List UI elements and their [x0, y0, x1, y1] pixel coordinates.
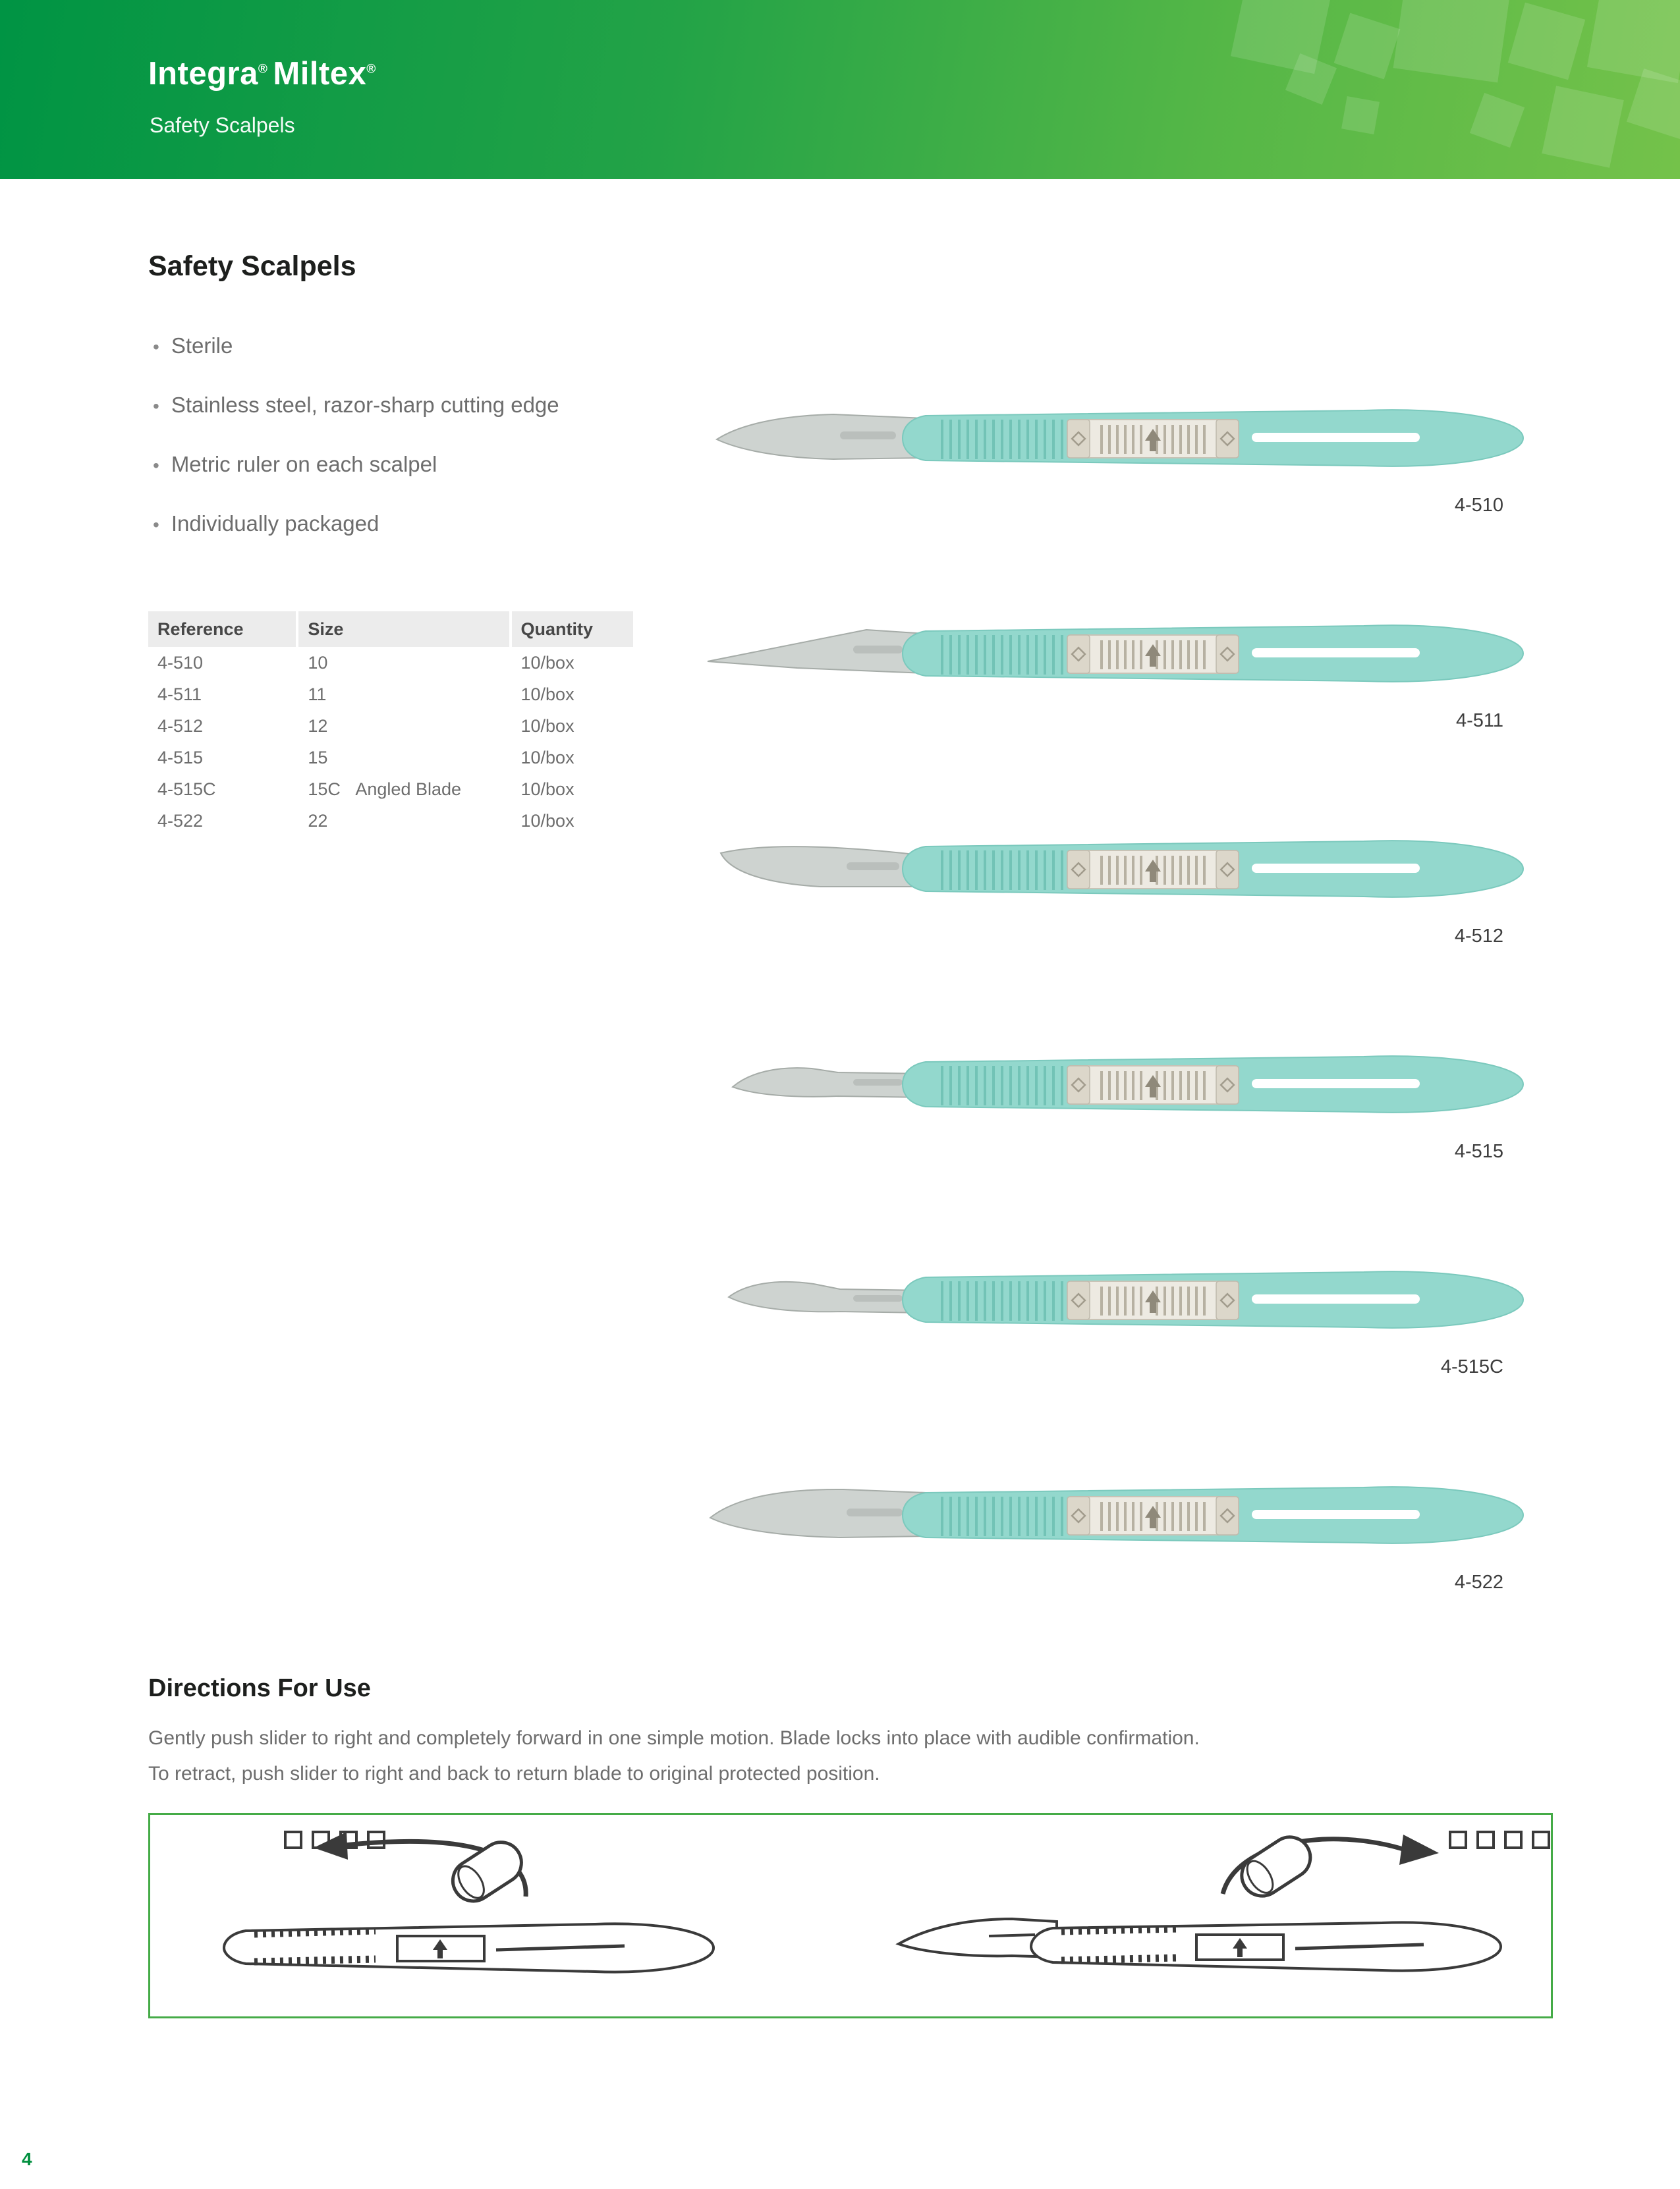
- size-value: 15C: [308, 779, 341, 799]
- directions-title: Directions For Use: [148, 1675, 371, 1702]
- size-value: 15: [308, 748, 328, 767]
- product-image-column: [698, 385, 1542, 1678]
- table-header-row: [148, 611, 636, 647]
- table-row: [148, 773, 636, 805]
- feature-list: [153, 333, 559, 570]
- cell-size: [298, 742, 509, 773]
- directions-line2: To retract, push slider to right and back to return blade to original protected position.: [148, 1763, 880, 1785]
- cell-quantity: 10/box: [520, 684, 574, 704]
- cell-size: [298, 710, 509, 742]
- product-label: 4-522: [1454, 1572, 1503, 1593]
- feature-item: [153, 451, 559, 479]
- table-row: [148, 742, 636, 773]
- product-item: [698, 385, 1542, 516]
- scalpel-figure-4-512: [698, 816, 1528, 922]
- directions-line1: Gently push slider to right and completely forward in one simple motion. Blade locks into place with audible confirmation.: [148, 1727, 1200, 1749]
- scalpel-figure-4-510: [698, 385, 1528, 491]
- section-title: Safety Scalpels: [148, 250, 356, 282]
- feature-text: Metric ruler on each scalpel: [171, 452, 437, 476]
- product-label: 4-510: [1454, 495, 1503, 516]
- product-label: 4-512: [1454, 926, 1503, 947]
- scalpel-figure-4-515C: [698, 1247, 1528, 1352]
- table-row: [148, 647, 636, 679]
- table-row: [148, 710, 636, 742]
- product-label: 4-515C: [1440, 1356, 1503, 1377]
- decor-square: [1627, 69, 1680, 139]
- size-value: 11: [308, 684, 327, 704]
- feature-item: [153, 392, 559, 420]
- brand-logo: [148, 55, 376, 92]
- cell-size: [298, 679, 509, 710]
- size-value: 12: [308, 716, 328, 736]
- cell-reference: 4-510: [157, 653, 204, 673]
- directions-body: [148, 1721, 1440, 1792]
- bullet-icon: •: [153, 337, 159, 357]
- cell-reference: 4-522: [157, 811, 204, 831]
- product-item: [698, 601, 1542, 732]
- bullet-icon: •: [153, 396, 159, 416]
- size-value: 22: [308, 811, 328, 831]
- brand-integra: Integra: [148, 56, 258, 92]
- bullet-icon: •: [153, 514, 159, 535]
- decor-square: [1341, 96, 1380, 134]
- cell-size: [298, 647, 509, 679]
- registered-mark: ®: [366, 62, 376, 76]
- cell-quantity: 10/box: [520, 653, 574, 673]
- directions-diagram-box: [148, 1813, 1553, 2018]
- feature-text: Stainless steel, razor-sharp cutting edge: [171, 393, 559, 417]
- cell-quantity: 10/box: [520, 779, 574, 799]
- cell-quantity: 10/box: [520, 716, 574, 736]
- decor-square: [1334, 13, 1401, 80]
- brand-miltex: Miltex: [273, 56, 367, 92]
- feature-item: [153, 511, 559, 538]
- cell-quantity: 10/box: [520, 748, 574, 767]
- table-row: [148, 805, 636, 837]
- decor-square: [1587, 0, 1680, 83]
- cell-size: [298, 805, 509, 837]
- cell-reference: 4-515C: [157, 779, 216, 799]
- feature-text: Sterile: [171, 333, 233, 358]
- feature-text: Individually packaged: [171, 511, 379, 536]
- product-item: [698, 1032, 1542, 1163]
- cell-reference: 4-512: [157, 716, 204, 736]
- column-header-size: Size: [298, 611, 509, 647]
- size-value: 10: [308, 653, 328, 673]
- diagram-extend: [899, 1829, 1549, 1971]
- column-header-quantity: Quantity: [512, 611, 634, 647]
- decor-square: [1470, 93, 1525, 148]
- scalpel-figure-4-515: [698, 1032, 1528, 1137]
- product-item: [698, 1462, 1542, 1593]
- product-item: [698, 816, 1542, 947]
- header-subtitle: Safety Scalpels: [150, 113, 295, 137]
- column-header-reference: Reference: [148, 611, 296, 647]
- page-number: 4: [22, 2149, 32, 2169]
- page-header: [0, 0, 1680, 179]
- diagram-retract: [224, 1832, 714, 1972]
- cell-size: [298, 773, 509, 805]
- decor-square: [1508, 3, 1586, 80]
- cell-quantity: 10/box: [520, 811, 574, 831]
- product-table: [148, 611, 636, 837]
- decor-square: [1393, 0, 1513, 82]
- product-label: 4-511: [1455, 710, 1503, 731]
- size-note: Angled Blade: [355, 779, 462, 799]
- cell-reference: 4-511: [157, 684, 202, 704]
- bullet-icon: •: [153, 455, 159, 476]
- feature-item: [153, 333, 559, 360]
- scalpel-figure-4-522: [698, 1462, 1528, 1568]
- product-item: [698, 1247, 1542, 1378]
- decor-square: [1542, 86, 1624, 168]
- table-row: [148, 679, 636, 710]
- scalpel-figure-4-511: [698, 601, 1528, 706]
- directions-diagram: [150, 1815, 1551, 2016]
- registered-mark: ®: [258, 62, 268, 76]
- product-label: 4-515: [1454, 1141, 1503, 1162]
- cell-reference: 4-515: [157, 748, 204, 767]
